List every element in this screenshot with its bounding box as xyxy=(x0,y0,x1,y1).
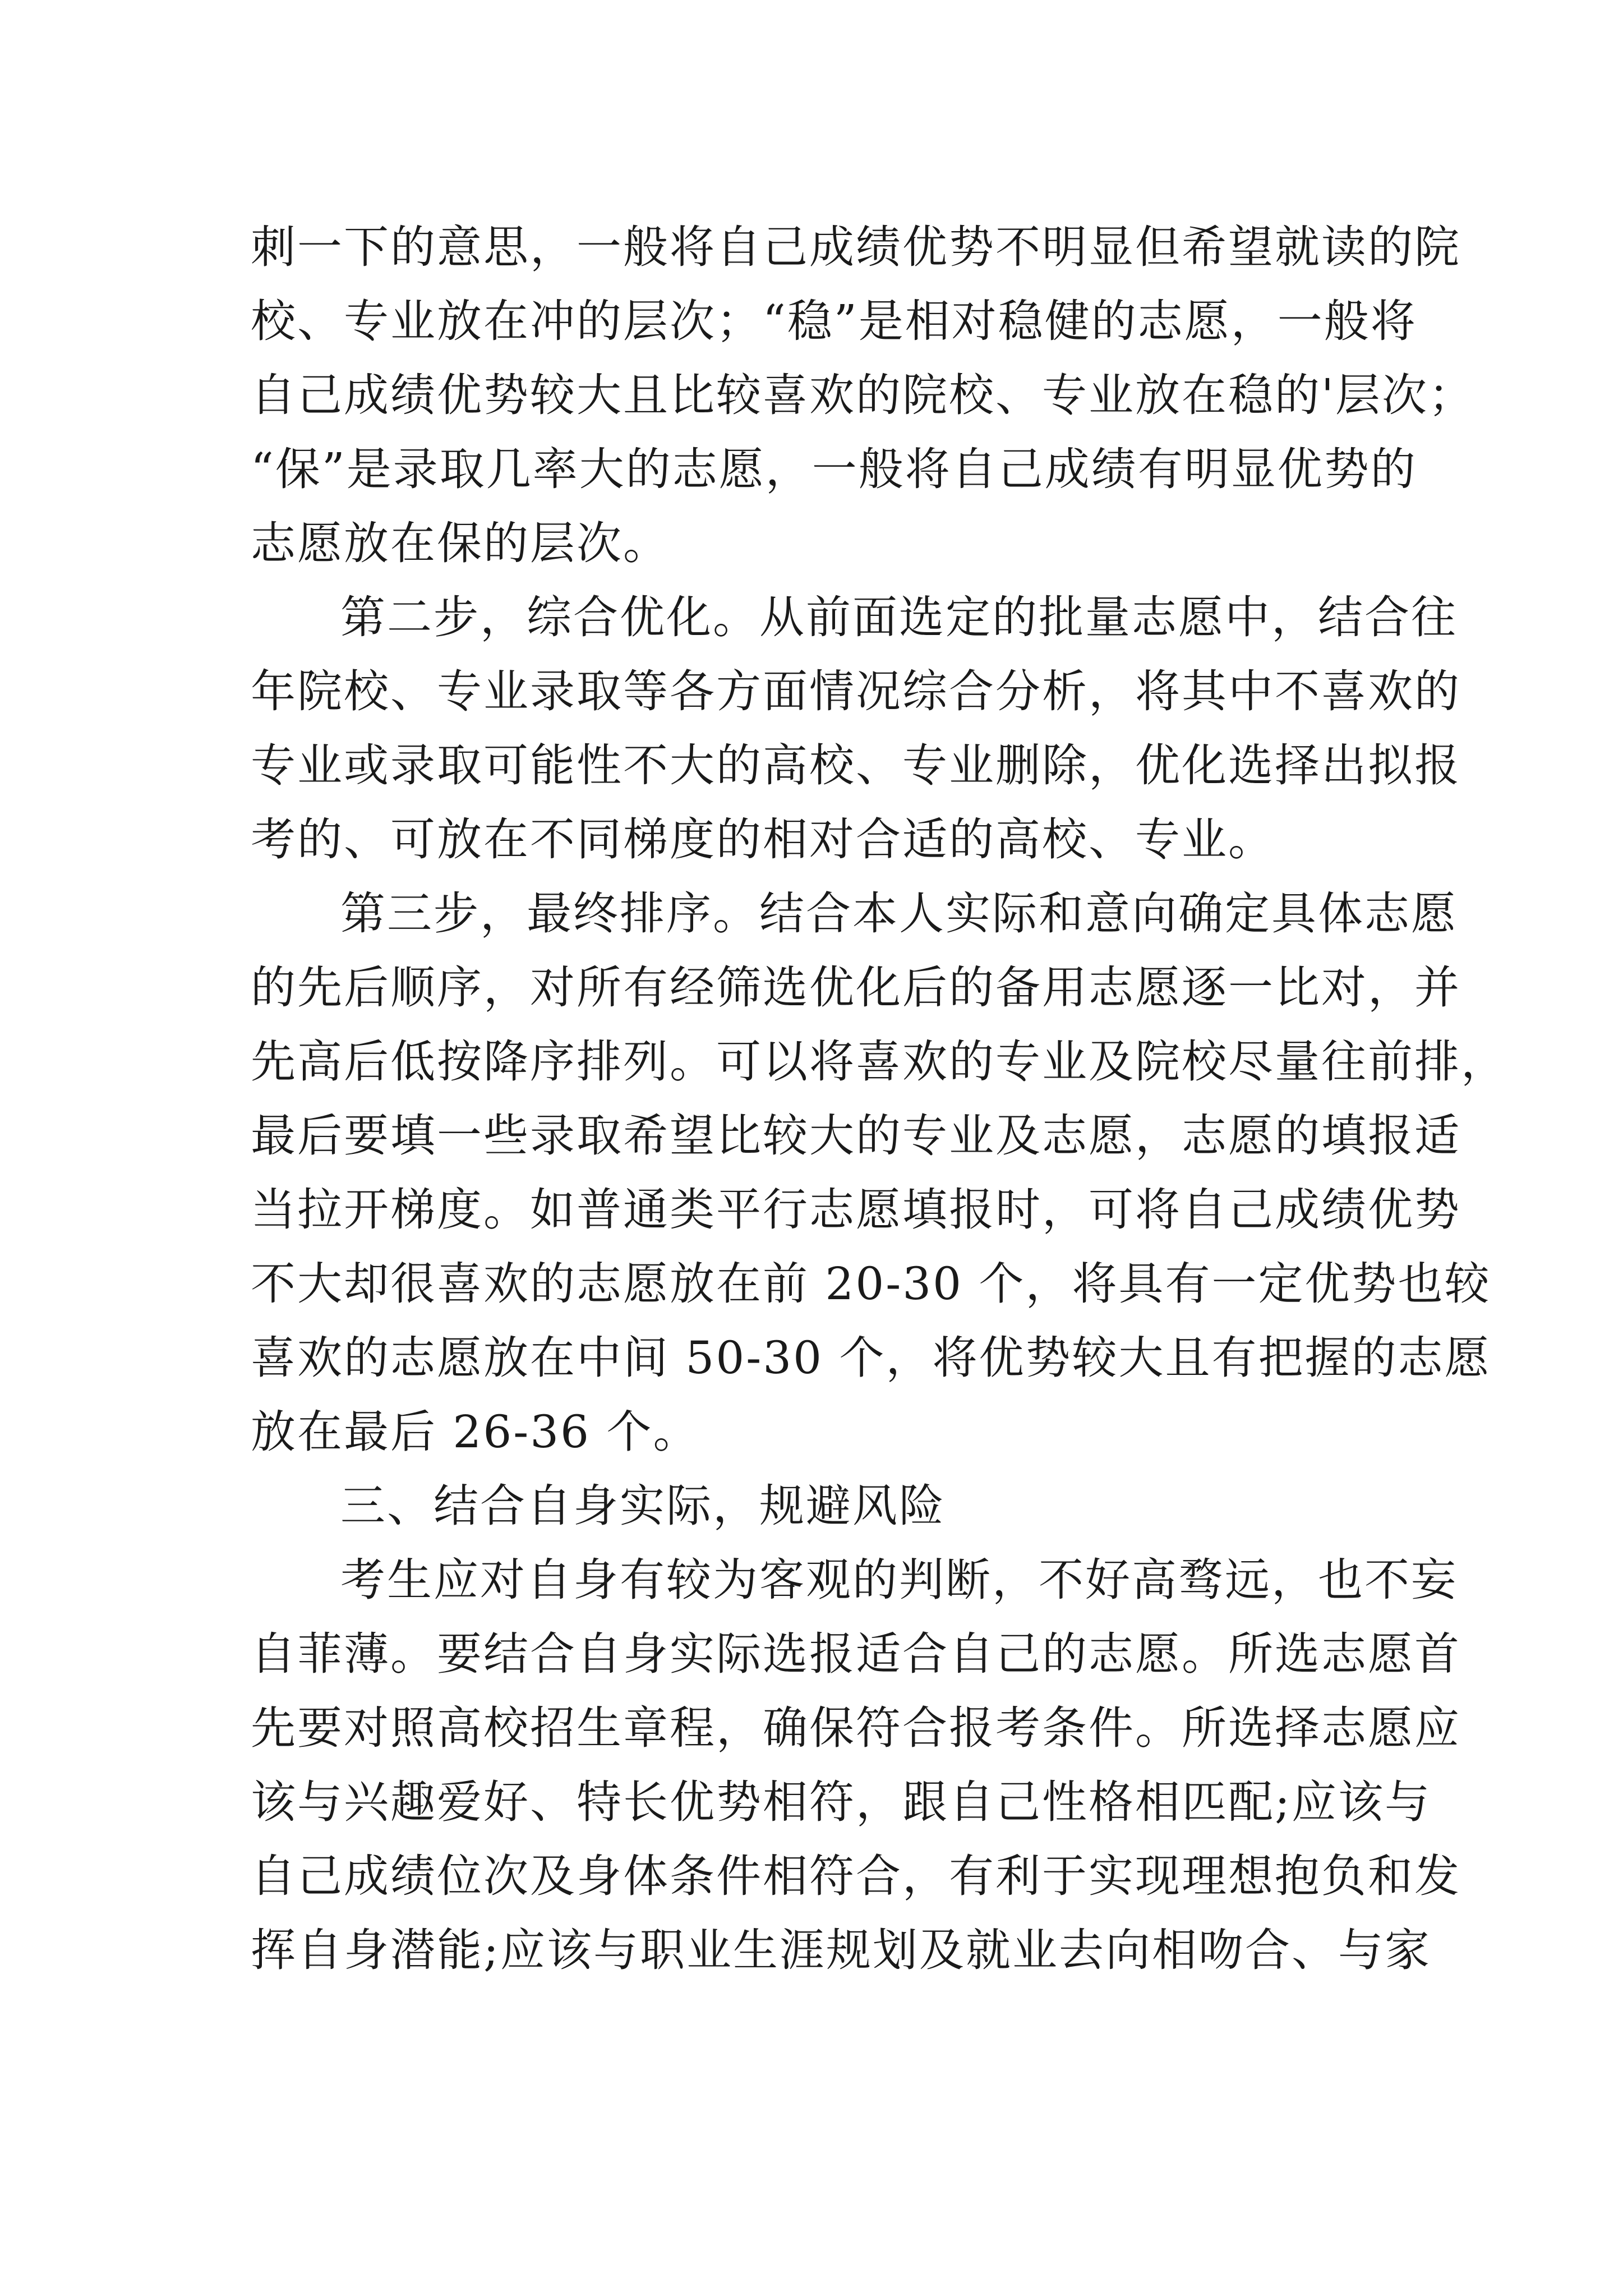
text-line: 自己成绩优势较大且比较喜欢的院校、专业放在稳的'层次； xyxy=(251,369,1475,421)
text-line: 校、专业放在冲的层次；“稳”是相对稳健的志愿，一般将 xyxy=(251,295,1417,347)
paragraph-start-line: 第二步，综合优化。从前面选定的批量志愿中，结合往 xyxy=(340,591,1458,643)
text-line: 挥自身潜能;应该与职业生涯规划及就业去向相吻合、与家 xyxy=(251,1924,1431,1976)
text-line: 考的、可放在不同梯度的相对合适的高校、专业。 xyxy=(251,813,1275,866)
text-line: 志愿放在保的层次。 xyxy=(251,517,670,569)
paragraph-start-line: 第三步，最终排序。结合本人实际和意向确定具体志愿 xyxy=(340,887,1458,940)
section-heading: 三、结合自身实际，规避风险 xyxy=(340,1480,946,1532)
text-line: 自己成绩位次及身体条件相符合，有利于实现理想抱负和发 xyxy=(251,1850,1461,1902)
text-line: 放在最后 26-36 个。 xyxy=(251,1406,700,1458)
text-line: 的先后顺序，对所有经筛选优化后的备用志愿逐一比对，并 xyxy=(251,961,1461,1014)
text-line: 专业或录取可能性不大的高校、专业删除，优化选择出拟报 xyxy=(251,739,1461,792)
text-line: 当拉开梯度。如普通类平行志愿填报时，可将自己成绩优势 xyxy=(251,1184,1461,1236)
text-line: 先要对照高校招生章程，确保符合报考条件。所选择志愿应 xyxy=(251,1702,1461,1754)
text-line: 先高后低按降序排列。可以将喜欢的专业及院校尽量往前排， xyxy=(251,1036,1507,1088)
text-line: 不大却很喜欢的志愿放在前 20-30 个，将具有一定优势也较 xyxy=(251,1258,1491,1310)
text-line: 喜欢的志愿放在中间 50-30 个，将优势较大且有把握的志愿 xyxy=(251,1332,1491,1384)
text-line: 最后要填一些录取希望比较大的专业及志愿，志愿的填报适 xyxy=(251,1110,1461,1162)
text-line: 该与兴趣爱好、特长优势相符，跟自己性格相匹配;应该与 xyxy=(251,1776,1431,1828)
text-line: 自菲薄。要结合自身实际选报适合自己的志愿。所选志愿首 xyxy=(251,1628,1461,1680)
text-line: “保”是录取几率大的志愿，一般将自己成绩有明显优势的 xyxy=(251,443,1417,495)
paragraph-start-line: 考生应对自身有较为客观的判断，不好高骛远，也不妄 xyxy=(340,1554,1458,1606)
text-line: 年院校、专业录取等各方面情况综合分析，将其中不喜欢的 xyxy=(251,665,1461,717)
document-page xyxy=(251,210,1507,1987)
text-line: 刺一下的意思，一般将自己成绩优势不明显但希望就读的院 xyxy=(251,221,1461,273)
